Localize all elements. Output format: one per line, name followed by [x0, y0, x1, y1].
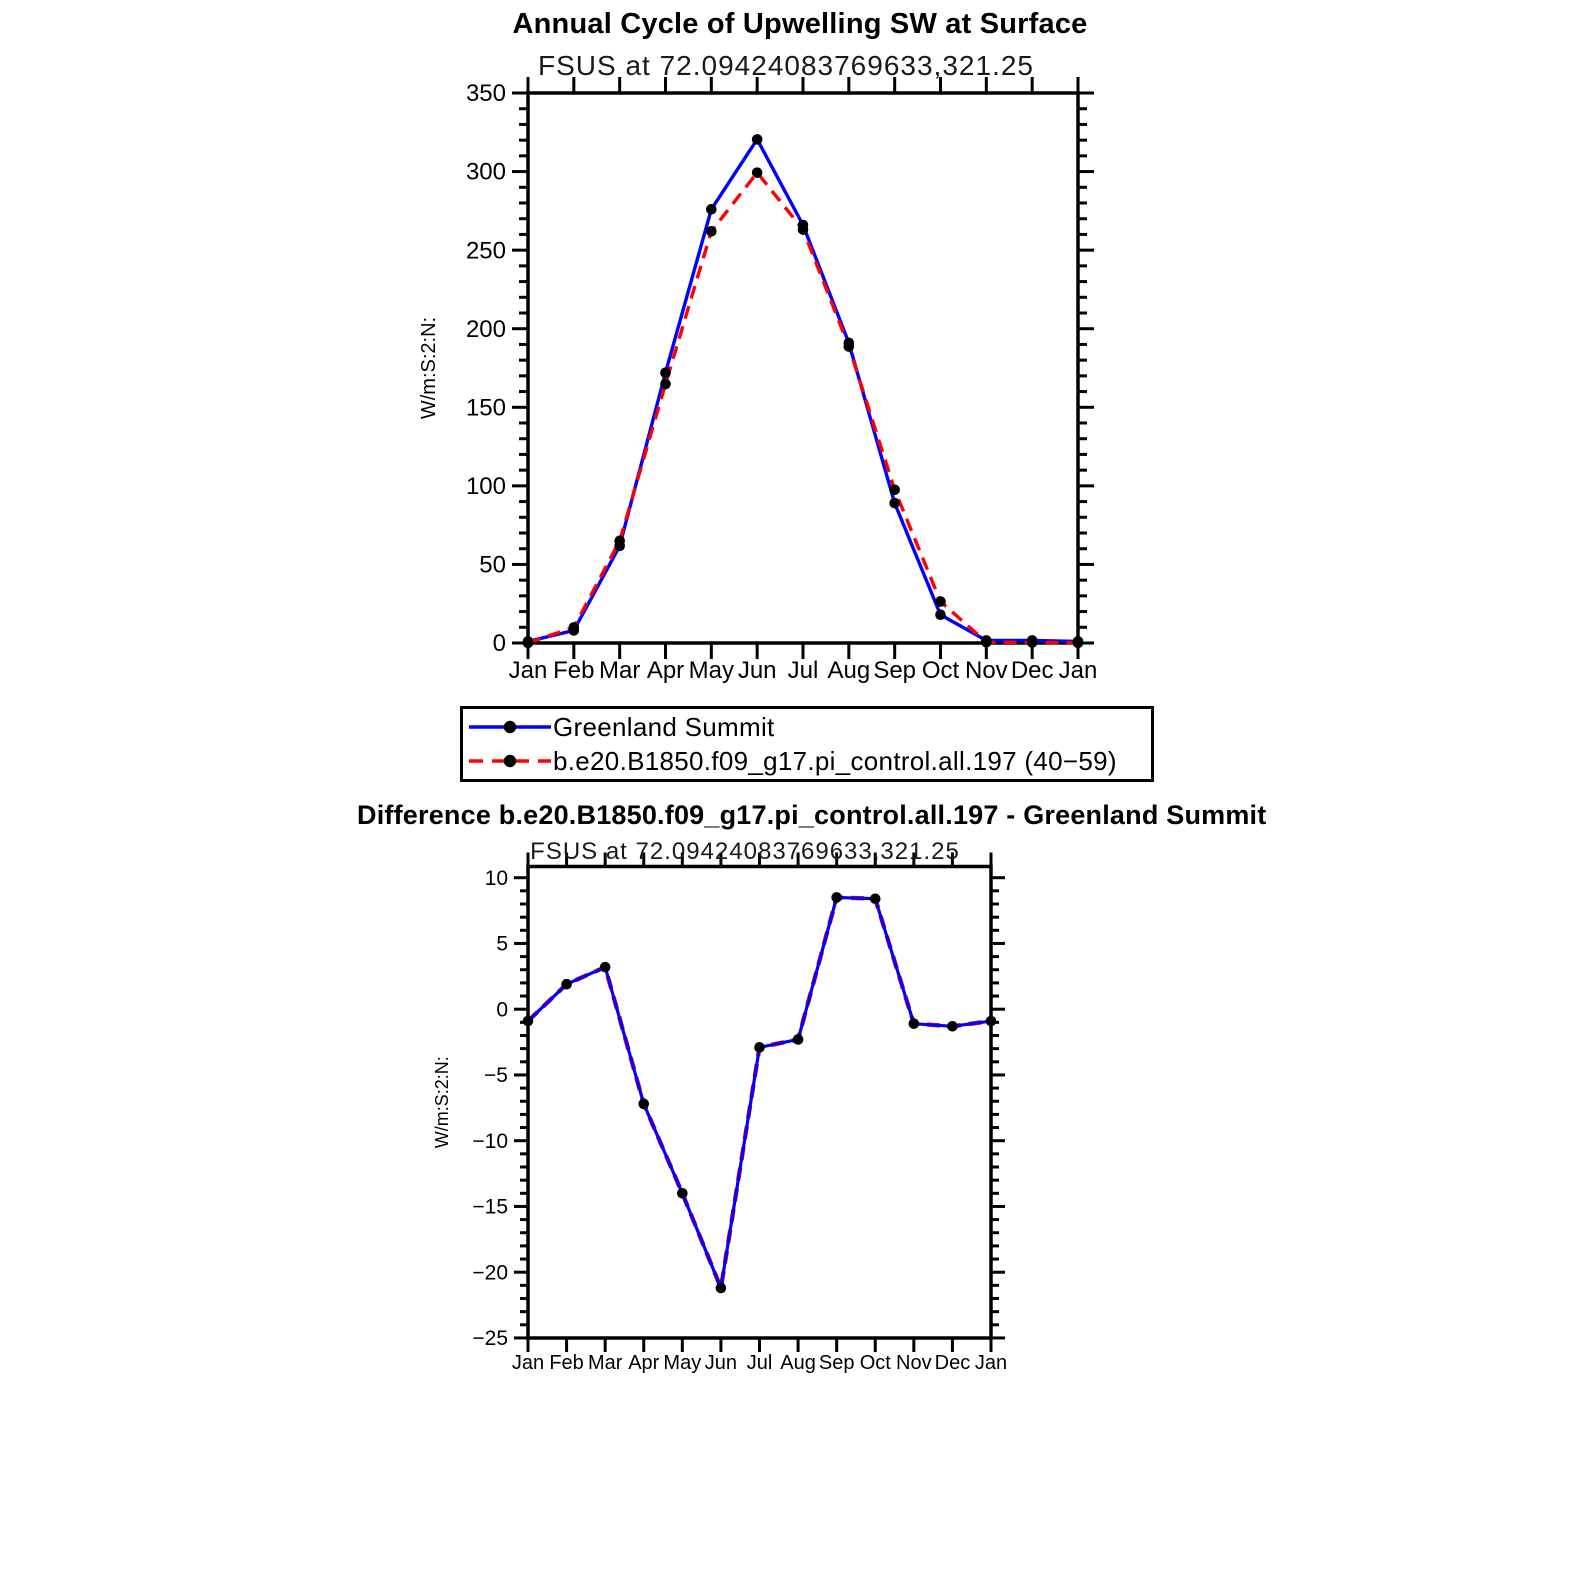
x-tick-label: Nov — [964, 657, 1008, 684]
data-point-marker — [754, 1042, 765, 1053]
x-tick-label: Apr — [628, 1352, 660, 1374]
top-chart-subtitle: FSUS at 72.09424083769633,321.25 — [538, 50, 1034, 81]
legend-sample-line-0 — [469, 718, 551, 736]
x-tick-label: Apr — [646, 657, 685, 684]
data-point-marker — [660, 367, 671, 378]
data-point-marker — [831, 892, 842, 903]
data-point-marker — [889, 498, 900, 509]
data-point-marker — [600, 962, 611, 973]
x-tick-label: Jun — [704, 1352, 738, 1374]
x-tick-label: May — [688, 657, 735, 684]
data-point-marker — [706, 226, 717, 237]
data-point-marker — [569, 622, 580, 633]
data-point-marker — [752, 134, 763, 145]
legend-marker-1-circle-icon — [504, 755, 516, 767]
diff-chart-y-axis-title: W/m:S:2:N: — [432, 1056, 452, 1149]
data-point-marker — [981, 637, 992, 648]
x-tick-label: Jan — [511, 1352, 545, 1374]
legend-marker-0-circle-icon — [504, 721, 516, 733]
legend-sample-line-1 — [469, 752, 551, 770]
y-tick-label: 0 — [496, 998, 508, 1022]
legend-row-model-run — [469, 744, 1151, 778]
data-point-marker — [752, 167, 763, 178]
x-tick-label: Mar — [598, 657, 641, 684]
data-point-marker — [935, 596, 946, 607]
diff-chart-subtitle: FSUS at 72.09424083769633,321.25 — [530, 838, 960, 865]
data-point-marker — [935, 609, 946, 620]
series-line-0 — [528, 139, 1078, 641]
x-tick-label: Feb — [553, 657, 595, 684]
y-tick-label: 200 — [465, 315, 506, 343]
x-tick-label: Mar — [587, 1352, 623, 1374]
y-tick-label: 350 — [465, 80, 506, 108]
data-point-marker — [706, 204, 717, 215]
x-tick-label: Jun — [737, 657, 777, 684]
top-chart-title: Annual Cycle of Upwelling SW at Surface — [512, 8, 1088, 40]
data-point-marker — [1073, 638, 1084, 649]
data-point-marker — [1027, 637, 1038, 648]
y-tick-label: −10 — [472, 1129, 508, 1153]
data-point-marker — [638, 1099, 649, 1110]
x-tick-label: Jan — [508, 657, 548, 684]
y-tick-label: −25 — [472, 1327, 508, 1351]
series-line-1 — [528, 173, 1078, 643]
y-tick-label: −20 — [472, 1261, 508, 1285]
x-tick-label: Oct — [921, 657, 960, 684]
top-chart-y-axis-title: W/m:S:2:N: — [418, 316, 440, 420]
data-point-marker — [561, 979, 572, 990]
y-tick-label: 250 — [465, 237, 506, 265]
y-tick-label: −15 — [472, 1195, 508, 1219]
data-point-marker — [523, 638, 534, 649]
data-point-marker — [986, 1016, 997, 1027]
data-point-marker — [523, 1016, 534, 1027]
x-tick-label: Aug — [827, 657, 871, 684]
diff-chart-frame — [528, 867, 991, 1339]
x-tick-label: Sep — [873, 657, 917, 684]
data-point-marker — [844, 341, 855, 352]
legend-box — [460, 706, 1154, 782]
y-tick-label: −5 — [484, 1064, 508, 1088]
diff-chart-title: Difference b.e20.B1850.f09_g17.pi_control.all.197 - Greenland Summit — [357, 800, 1267, 830]
x-tick-label: May — [663, 1352, 702, 1374]
data-point-marker — [889, 484, 900, 495]
x-tick-label: Dec — [1010, 657, 1054, 684]
legend-label-greenland-summit: Greenland Summit — [553, 711, 775, 742]
y-tick-label: 0 — [492, 630, 506, 658]
legend-row-greenland-summit — [469, 710, 1151, 744]
x-tick-label: Oct — [859, 1352, 891, 1374]
y-tick-label: 5 — [496, 932, 508, 956]
legend-label-model-run: b.e20.B1850.f09_g17.pi_control.all.197 (40−59) — [553, 745, 1117, 776]
y-tick-label: 50 — [479, 551, 506, 579]
data-point-marker — [909, 1018, 920, 1029]
data-point-marker — [660, 379, 671, 390]
data-point-marker — [947, 1021, 958, 1032]
x-tick-label: Jan — [974, 1352, 1008, 1374]
x-tick-label: Feb — [549, 1352, 584, 1374]
y-tick-label: 300 — [465, 158, 506, 186]
data-point-marker — [870, 893, 881, 904]
data-point-marker — [798, 224, 809, 235]
x-tick-label: Jul — [746, 1352, 773, 1374]
x-tick-label: Aug — [780, 1352, 816, 1374]
series-underlay-line — [528, 897, 991, 1288]
x-tick-label: Sep — [818, 1352, 855, 1374]
data-point-marker — [677, 1188, 688, 1199]
top-chart — [418, 77, 1097, 684]
x-tick-label: Jul — [787, 657, 819, 684]
diff-chart — [432, 853, 1007, 1375]
x-tick-label: Jan — [1058, 657, 1098, 684]
series-line-0 — [528, 897, 991, 1288]
y-tick-label: 150 — [465, 394, 506, 422]
y-tick-label: 10 — [484, 866, 508, 890]
data-point-marker — [716, 1283, 727, 1294]
data-point-marker — [793, 1034, 804, 1045]
x-tick-label: Dec — [934, 1352, 971, 1374]
data-point-marker — [614, 536, 625, 547]
y-tick-label: 100 — [465, 473, 506, 501]
x-tick-label: Nov — [896, 1352, 932, 1374]
